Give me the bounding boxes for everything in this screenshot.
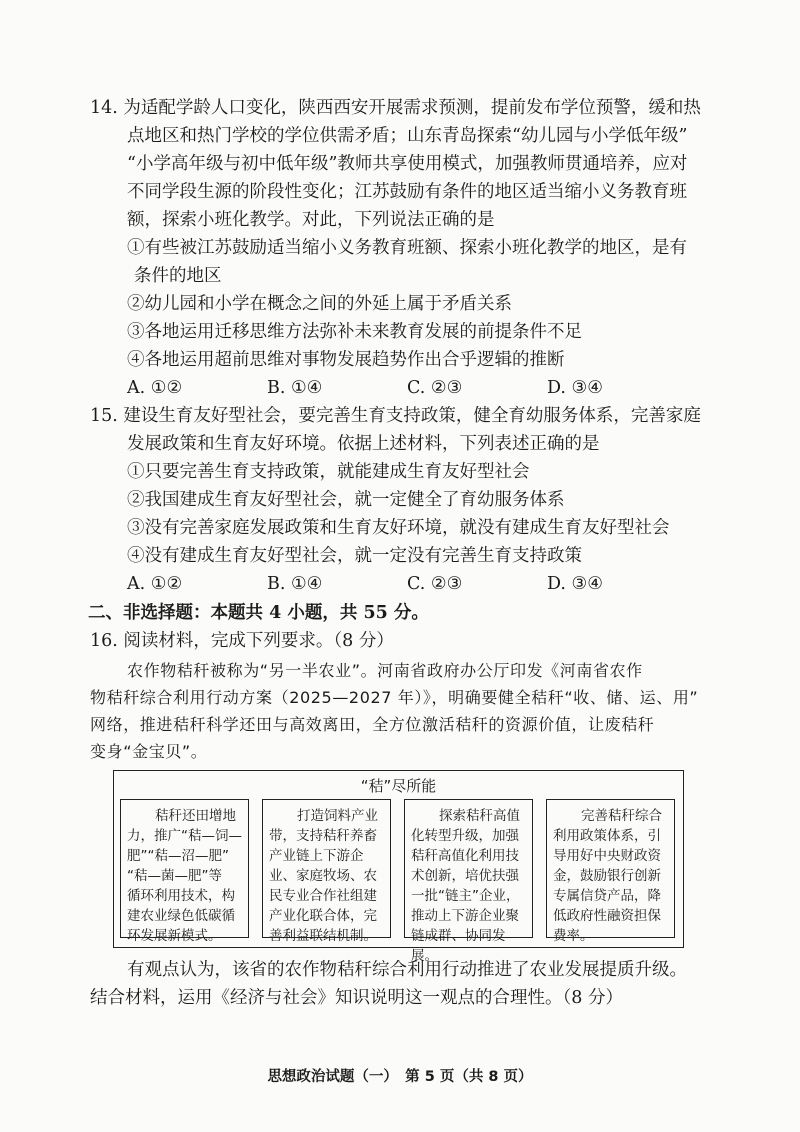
q15-line: 15. 建设生育友好型社会，要完善生育支持政策，健全育幼服务体系，完善家庭 — [90, 406, 701, 426]
q16-prompt: 16. 阅读材料，完成下列要求。（8 分） — [90, 631, 394, 651]
cell-line: 善利益联结机制。 — [269, 928, 377, 944]
cell-line: 业、家庭牧场、农 — [269, 868, 377, 884]
cell-line: 打造饲料产业 — [297, 808, 378, 824]
q14-line: 额，探索小班化教学。对此，下列说法正确的是 — [127, 210, 495, 230]
cell-line: 力，推广“秸—饲— — [127, 828, 242, 844]
cell-line: 肥”“秸—沼—肥” — [127, 848, 229, 864]
q16-question-line: 结合材料，运用《经济与社会》知识说明这一观点的合理性。（8 分） — [90, 988, 623, 1008]
q14-line: 点地区和热门学校的学位供需矛盾；山东青岛探索“幼儿园与小学低年级” — [127, 126, 688, 146]
q16-material-line: 物秸秆综合利用行动方案（2025—2027 年）》，明确要健全秸秆“收、储、运、用” — [90, 688, 699, 707]
cell-line: 建农业绿色低碳循 — [127, 908, 235, 924]
q15-option-d: D. ③④ — [547, 574, 603, 594]
cell-line: 推动上下游企业聚 — [411, 908, 519, 924]
cell-line: 环发展新模式。 — [127, 928, 222, 944]
q16-material-line: 农作物秸秆被称为“另一半农业”。河南省政府办公厅印发《河南省农作 — [127, 661, 643, 680]
cell-line: 导用好中央财政资 — [553, 848, 661, 864]
section-heading: 二、非选择题：本题共 4 小题，共 55 分。 — [88, 603, 429, 623]
q15-options — [127, 572, 687, 596]
cell-line: 化转型升级，加强 — [411, 828, 519, 844]
material-cell — [262, 799, 391, 944]
cell-line: 利用政策体系，引 — [553, 828, 661, 844]
q15-statement: ②我国建成生育友好型社会，就一定健全了育幼服务体系 — [127, 490, 565, 510]
material-cell — [546, 799, 675, 944]
cell-line: 费率。 — [553, 928, 594, 944]
cell-line: 产业化联合体，完 — [269, 908, 377, 924]
q15-option-a: A. ①② — [127, 574, 183, 594]
q14-line: 不同学段生源的阶段性变化；江苏鼓励有条件的地区适当缩小义务教育班 — [127, 182, 687, 202]
material-box — [113, 770, 684, 964]
q16-material-line: 变身“金宝贝”。 — [90, 742, 208, 761]
q14-options — [127, 376, 687, 400]
q14-statement: ④各地运用超前思维对事物发展趋势作出合乎逻辑的推断 — [127, 350, 565, 370]
q16-question-line: 有观点认为，该省的农作物秸秆综合利用行动推进了农业发展提质升级。 — [127, 960, 687, 980]
q15-statement: ③没有完善家庭发展政策和生育友好环境，就没有建成生育友好型社会 — [127, 518, 670, 538]
cell-line: 专属信贷产品，降 — [553, 888, 661, 904]
q14-line: 14. 为适配学龄人口变化，陕西西安开展需求预测，提前发布学位预警，缓和热 — [90, 98, 701, 118]
q15-line: 发展政策和生育友好环境。依据上述材料，下列表述正确的是 — [127, 434, 600, 454]
q14-statement: ②幼儿园和小学在概念之间的外延上属于矛盾关系 — [127, 294, 512, 314]
cell-line: 链成群、协同发展。 — [411, 928, 506, 964]
cell-line: 循环利用技术，构 — [127, 888, 235, 904]
material-box-title: “秸”尽所能 — [360, 777, 437, 795]
q14-statement: ①有些被江苏鼓励适当缩小义务教育班额、探索小班化教学的地区，是有 — [127, 238, 687, 258]
q14-statement: 条件的地区 — [134, 266, 222, 286]
cell-line: 探索秸秆高值 — [439, 808, 520, 824]
q15-statement: ①只要完善生育支持政策，就能建成生育友好型社会 — [127, 462, 530, 482]
q14-option-b: B. ①④ — [267, 378, 323, 398]
cell-line: 完善秸秆综合 — [581, 808, 662, 824]
q14-option-a: A. ①② — [127, 378, 183, 398]
q15-option-c: C. ②③ — [407, 574, 463, 594]
q14-line: “小学高年级与初中低年级”教师共享使用模式，加强教师贯通培养，应对 — [127, 154, 688, 174]
cell-line: 金，鼓励银行创新 — [553, 868, 661, 884]
cell-line: 一批“链主”企业， — [411, 888, 520, 904]
page-footer: 思想政治试题（一） 第 5 页（共 8 页） — [267, 1069, 533, 1085]
q15-statement: ④没有建成生育友好型社会，就一定没有完善生育支持政策 — [127, 546, 582, 566]
cell-line: “秸—菌—肥”等 — [127, 868, 222, 884]
q16-material-line: 网络，推进秸秆科学还田与高效离田，全方位激活秸秆的资源价值，让废秸秆 — [90, 715, 655, 734]
q14-statement: ③各地运用迁移思维方法弥补未来教育发展的前提条件不足 — [127, 322, 582, 342]
cell-line: 民专业合作社组建 — [269, 888, 377, 904]
cell-line: 秸秆还田增地 — [155, 808, 236, 824]
material-cell — [404, 799, 533, 964]
cell-line: 低政府性融资担保 — [553, 908, 661, 924]
cell-line: 产业链上下游企 — [269, 848, 364, 864]
q14-option-d: D. ③④ — [547, 378, 603, 398]
cell-line: 术创新，培优扶强 — [411, 868, 519, 884]
material-cell — [120, 799, 249, 944]
q15-option-b: B. ①④ — [267, 574, 323, 594]
cell-line: 秸秆高值化利用技 — [411, 848, 519, 864]
cell-line: 带，支持秸秆养畜 — [269, 828, 377, 844]
q14-option-c: C. ②③ — [407, 378, 463, 398]
